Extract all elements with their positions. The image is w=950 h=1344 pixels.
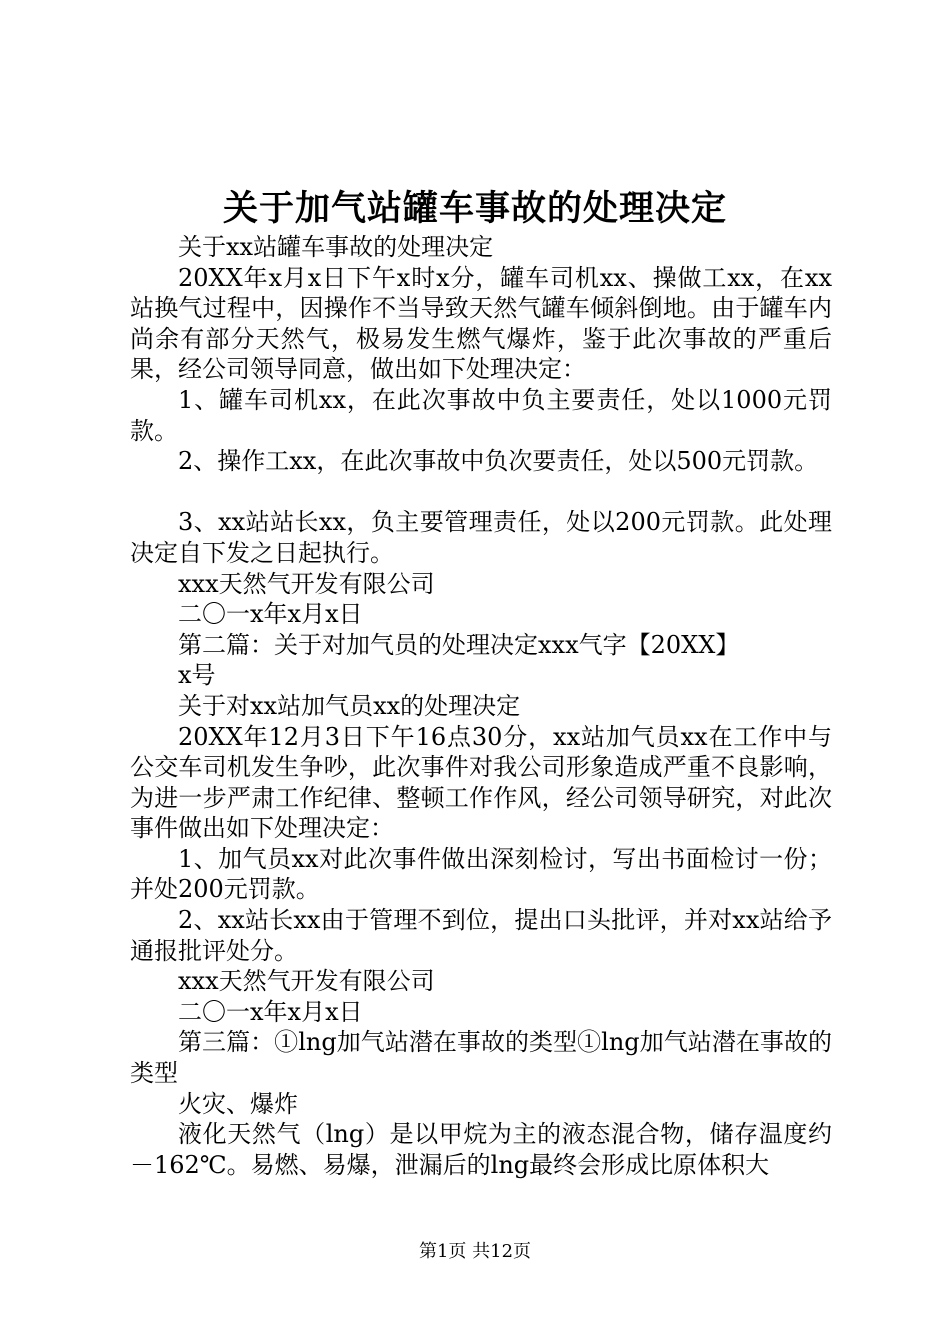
page-indicator: 第1页 共12页 <box>418 1241 532 1262</box>
paragraph: 2、操作工xx，在此次事故中负次要责任，处以500元罚款。 <box>178 447 819 476</box>
paragraph: 关于对xx站加气员xx的处理决定 <box>178 691 521 720</box>
paragraph: 20XX年x月x日下午x时x分，罐车司机xx、操做工xx，在xx站换气过程中，因操作不当导致天然气罐车倾斜倒地。由于罐车内尚余有部分天然气，极易发生燃气爆炸，鉴于此次事故的严重后果，经公司领导同意，做出如下处理决定： <box>130 263 832 384</box>
paragraph: 1、罐车司机xx，在此次事故中负主要责任，处以1000元罚款。 <box>130 385 832 445</box>
paragraph: xxx天然气开发有限公司 <box>178 967 435 996</box>
paragraph: 20XX年12月3日下午16点30分，xx站加气员xx在工作中与公交车司机发生争吵，此次事件对我公司形象造成严重不良影响，为进一步严肃工作纪律、整顿工作作风，经公司领导研究，对此次事件做出如下处理决定： <box>130 722 832 843</box>
paragraph: 3、xx站站长xx，负主要管理责任，处以200元罚款。此处理决定自下发之日起执行。 <box>130 508 832 567</box>
paragraph: 火灾、爆炸 <box>178 1089 298 1118</box>
blank-line <box>130 477 832 508</box>
document-title: 关于加气站罐车事故的处理决定 <box>222 188 727 229</box>
paragraph: x号 <box>178 661 216 690</box>
paragraph: 二〇一x年x月x日 <box>178 997 363 1026</box>
document-body <box>130 232 832 1180</box>
paragraph: 1、加气员xx对此次事件做出深刻检讨，写出书面检讨一份；并处200元罚款。 <box>130 844 832 904</box>
paragraph: 第二篇：关于对加气员的处理决定xxx气字【20XX】 <box>178 630 740 659</box>
paragraph: 关于xx站罐车事故的处理决定 <box>178 233 494 261</box>
paragraph: 液化天然气（lng）是以甲烷为主的液态混合物，储存温度约－162℃。易燃、易爆，泄漏后的lng最终会形成比原体积大 <box>130 1120 832 1179</box>
paragraph: 二〇一x年x月x日 <box>178 600 363 629</box>
paragraph: 第三篇：①lng加气站潜在事故的类型①lng加气站潜在事故的类型 <box>130 1028 832 1088</box>
paragraph: xxx天然气开发有限公司 <box>178 569 435 598</box>
paragraph: 2、xx站长xx由于管理不到位，提出口头批评，并对xx站给予通报批评处分。 <box>130 906 832 965</box>
